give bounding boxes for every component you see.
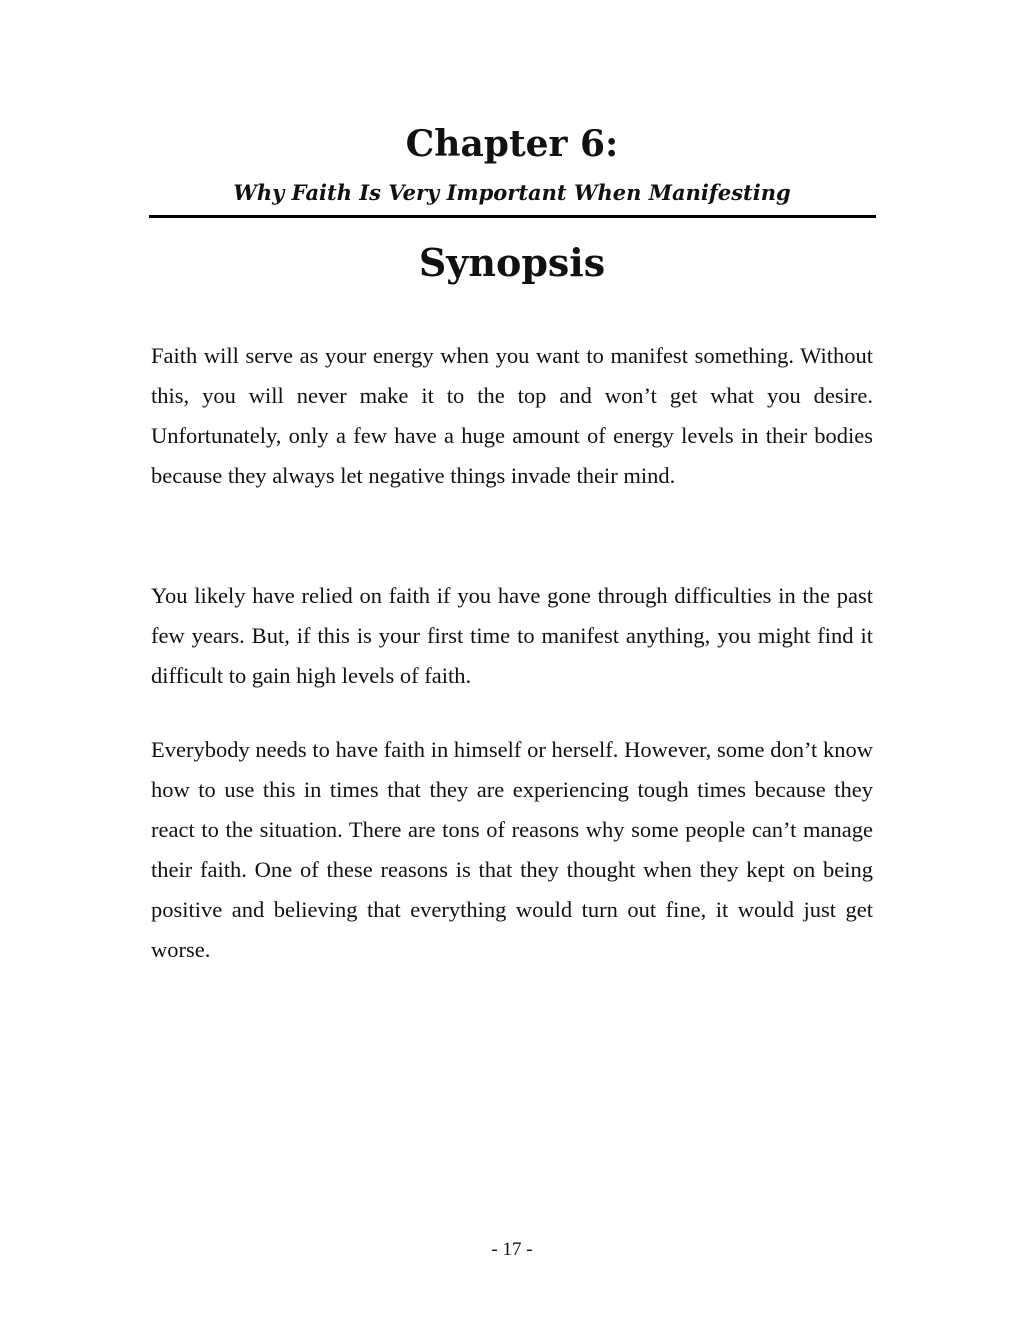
page-number: - 17 - — [491, 1239, 533, 1260]
title-divider — [149, 215, 876, 218]
body-paragraph: Everybody needs to have faith in himself or herself. However, some don’t know how to use this in times that they are experiencing tough times because they react to the situation. There are tons of reasons why some people can’t manage their faith. One of these reasons is that they thought when they kept on being positive and believing that everything would turn out fine, it would just get worse. — [151, 737, 873, 962]
body-paragraph: Faith will serve as your energy when you want to manifest something. Without this, you will never make it to the top and won’t get what you desire. Unfortunately, only a few have a huge amount of energy levels in their bodies because they always let negative things invade their mind. — [151, 343, 873, 488]
section-heading: Synopsis — [418, 240, 606, 285]
body-paragraph: You likely have relied on faith if you have gone through difficulties in the past few years. But, if this is your first time to manifest anything, you might find it difficult to gain high levels of faith. — [151, 583, 873, 688]
chapter-subtitle: Why Faith Is Very Important When Manifesting — [233, 180, 791, 205]
chapter-title: Chapter 6: — [405, 123, 619, 165]
